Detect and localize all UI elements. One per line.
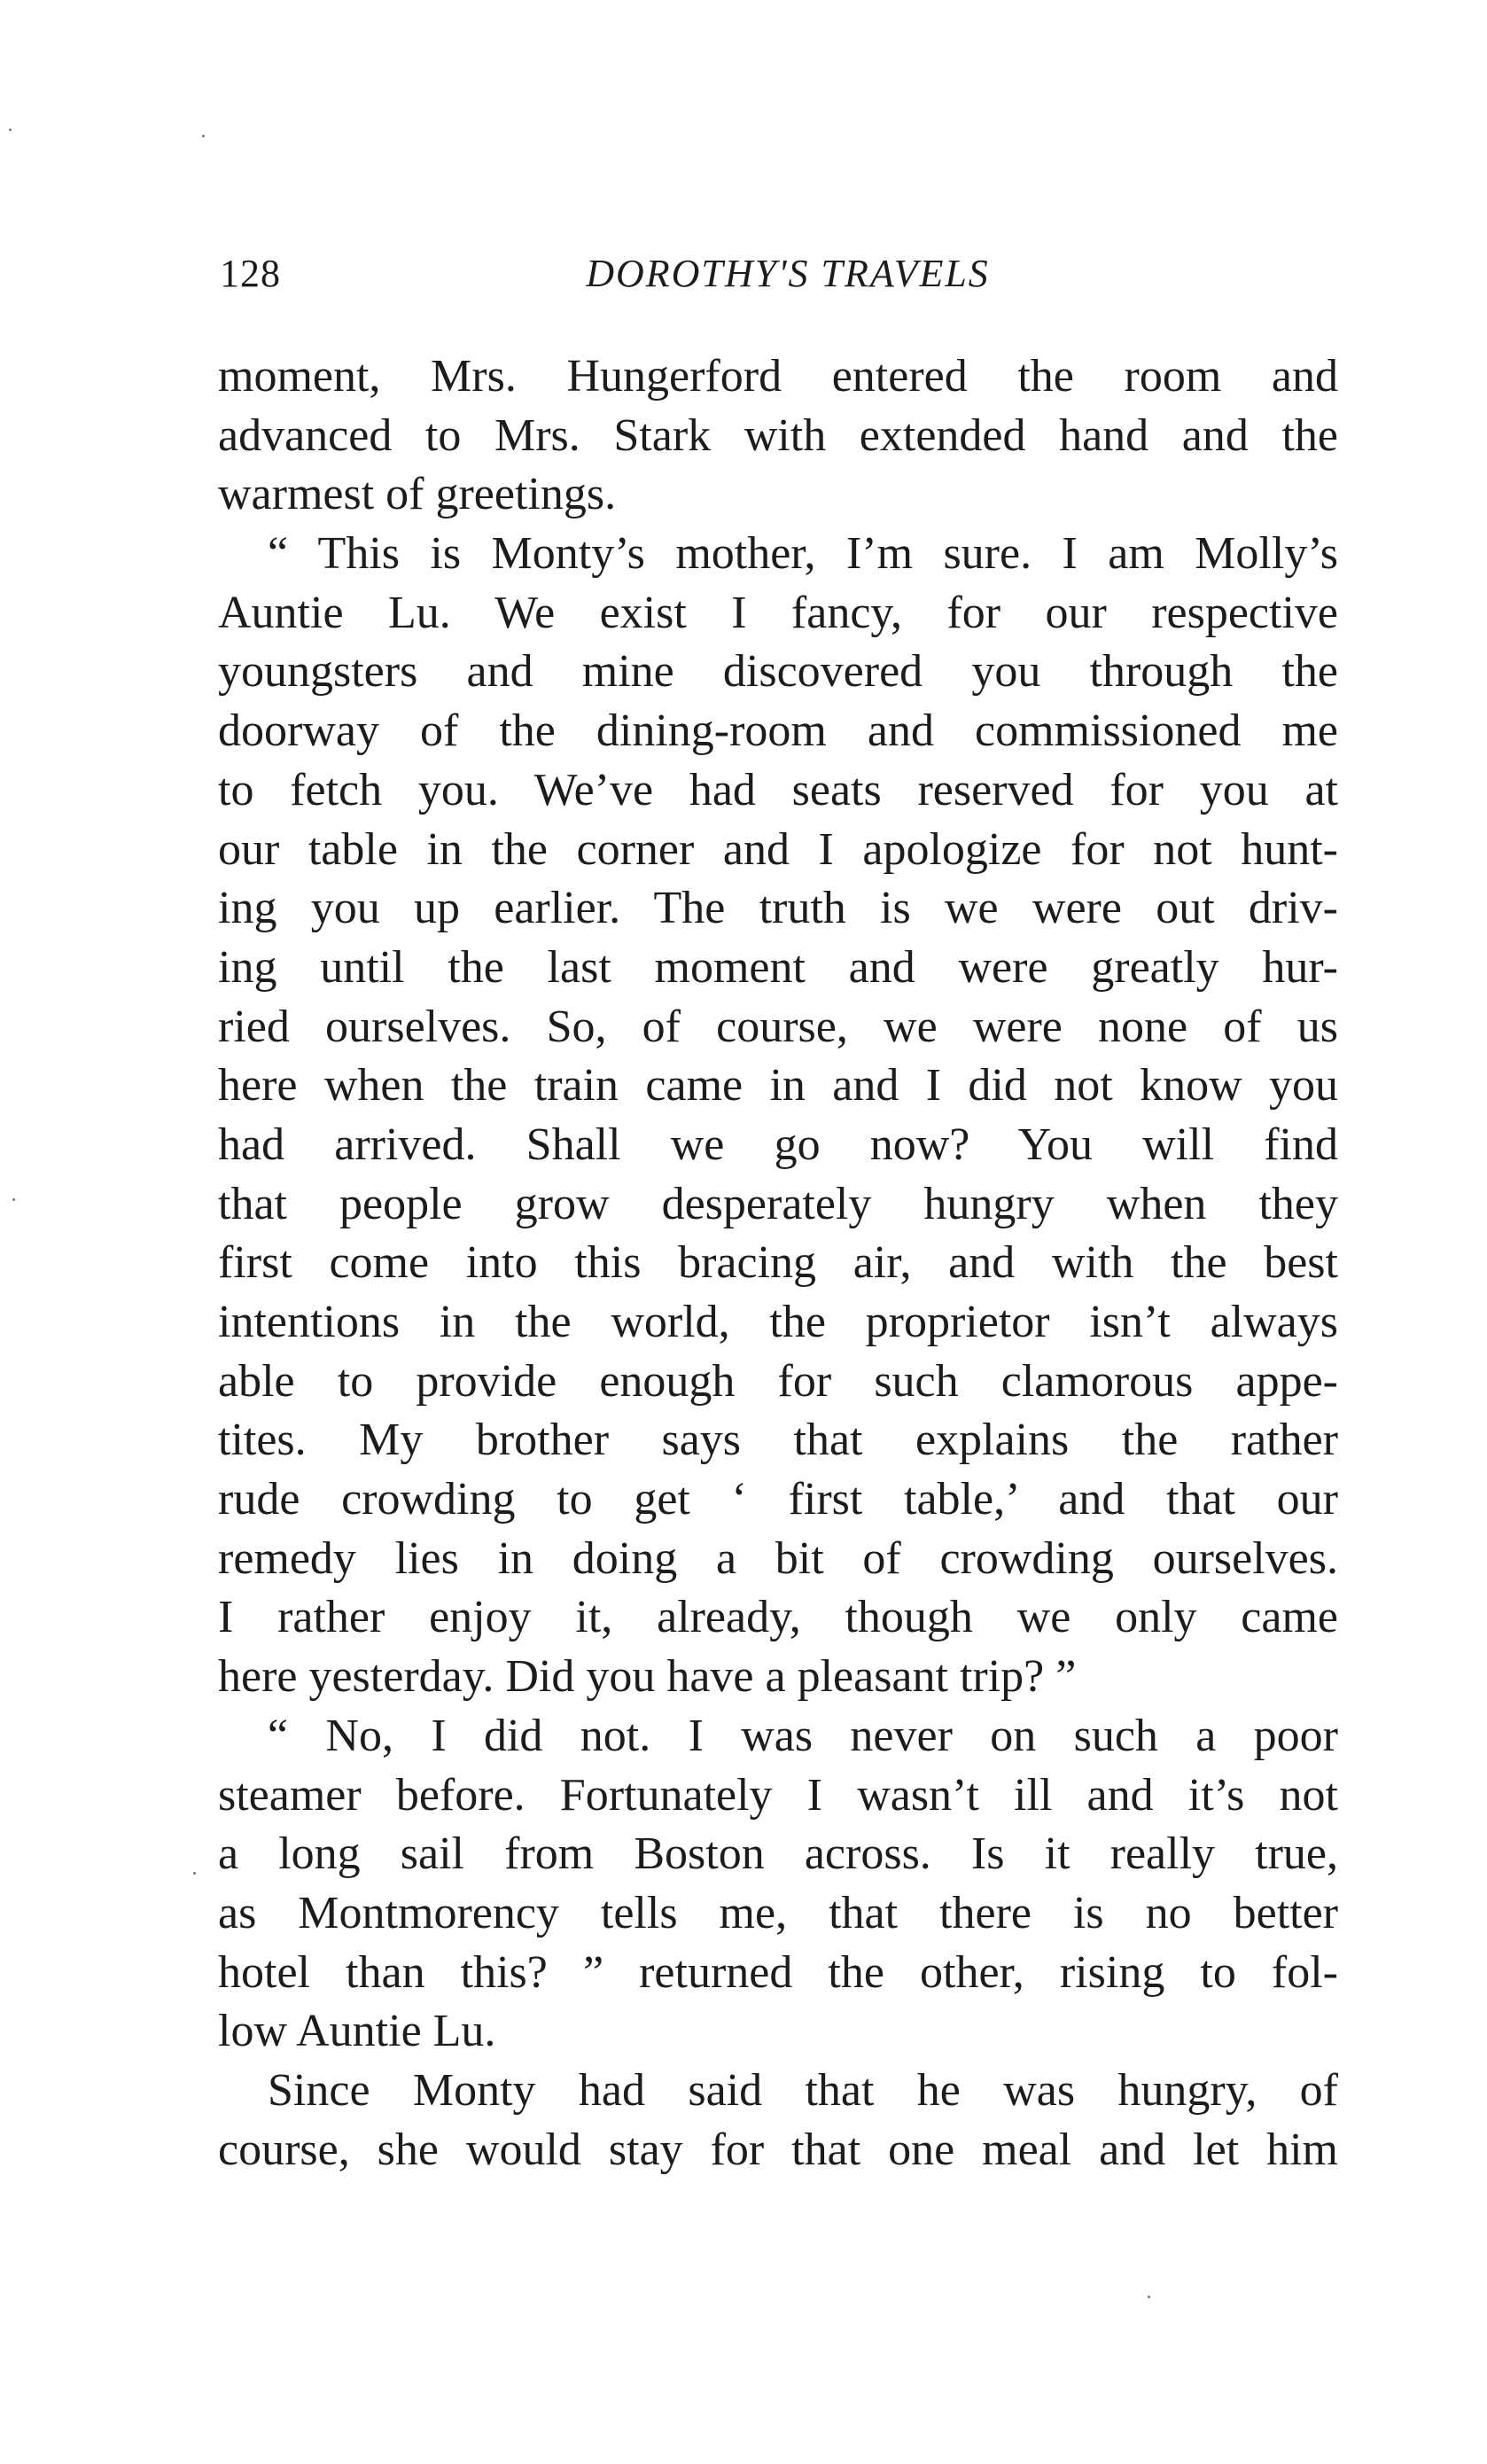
text-line: to fetch you. We’ve had seats reserved for you at [218, 764, 1338, 815]
text-line: remedy lies in doing a bit of crowding ourselves. [218, 1532, 1338, 1584]
running-header [220, 251, 1336, 309]
text-line: able to provide enough for such clamorous appe- [218, 1355, 1338, 1407]
text-line: first come into this bracing air, and with the best [218, 1237, 1338, 1289]
text-line: ing until the last moment and were greatly hur- [218, 941, 1338, 993]
scan-speck [193, 1872, 196, 1875]
text-line: Auntie Lu. We exist I fancy, for our respective [218, 587, 1338, 638]
text-line: doorway of the dining-room and commissioned me [218, 706, 1338, 757]
text-line: had arrived. Shall we go now? You will find [218, 1119, 1338, 1170]
text-line: youngsters and mine discovered you through the [218, 646, 1338, 698]
text-line: moment, Mrs. Hungerford entered the room and [218, 351, 1338, 402]
text-line: Since Monty had said that he was hungry, of [268, 2064, 1338, 2116]
text-line: steamer before. Fortunately I wasn’t ill and it’s not [218, 1769, 1338, 1821]
scan-speck [9, 129, 12, 131]
body-text [218, 347, 1338, 2179]
text-line: ing you up earlier. The truth is we were out driv- [218, 883, 1338, 934]
text-line: advanced to Mrs. Stark with extended hand and the [218, 409, 1338, 461]
text-line: I rather enjoy it, already, though we only came [218, 1592, 1338, 1643]
text-line: that people grow desperately hungry when they [218, 1178, 1338, 1229]
text-line: intentions in the world, the proprietor isn’t always [218, 1297, 1338, 1347]
scan-speck [202, 135, 205, 137]
text-line: low Auntie Lu. [218, 2006, 496, 2057]
text-line: as Montmorency tells me, that there is no better [218, 1887, 1338, 1938]
text-line: “ No, I did not. I was never on such a poor [268, 1710, 1338, 1761]
text-line: here yesterday. Did you have a pleasant trip? ” [218, 1651, 1077, 1703]
text-line: rude crowding to get ‘ first table,’ and that our [218, 1474, 1338, 1525]
text-line: our table in the corner and I apologize for not hunt- [218, 823, 1338, 875]
text-line: hotel than this? ” returned the other, rising to fol- [218, 1946, 1338, 1998]
scan-speck [12, 1198, 15, 1201]
text-line: “ This is Monty’s mother, I’m sure. I am Molly’s [268, 528, 1338, 580]
text-line: course, she would stay for that one meal and let him [218, 2124, 1338, 2175]
text-line: warmest of greetings. [218, 469, 617, 520]
text-line: ried ourselves. So, of course, we were none of us [218, 1001, 1338, 1052]
text-line: a long sail from Boston across. Is it really true, [218, 1829, 1338, 1880]
running-title: DOROTHY'S TRAVELS [586, 252, 990, 295]
text-line: tites. My brother says that explains the rather [218, 1415, 1338, 1466]
page-number: 128 [220, 252, 281, 295]
scan-speck [1148, 2296, 1150, 2298]
text-line: here when the train came in and I did not know you [218, 1060, 1338, 1111]
